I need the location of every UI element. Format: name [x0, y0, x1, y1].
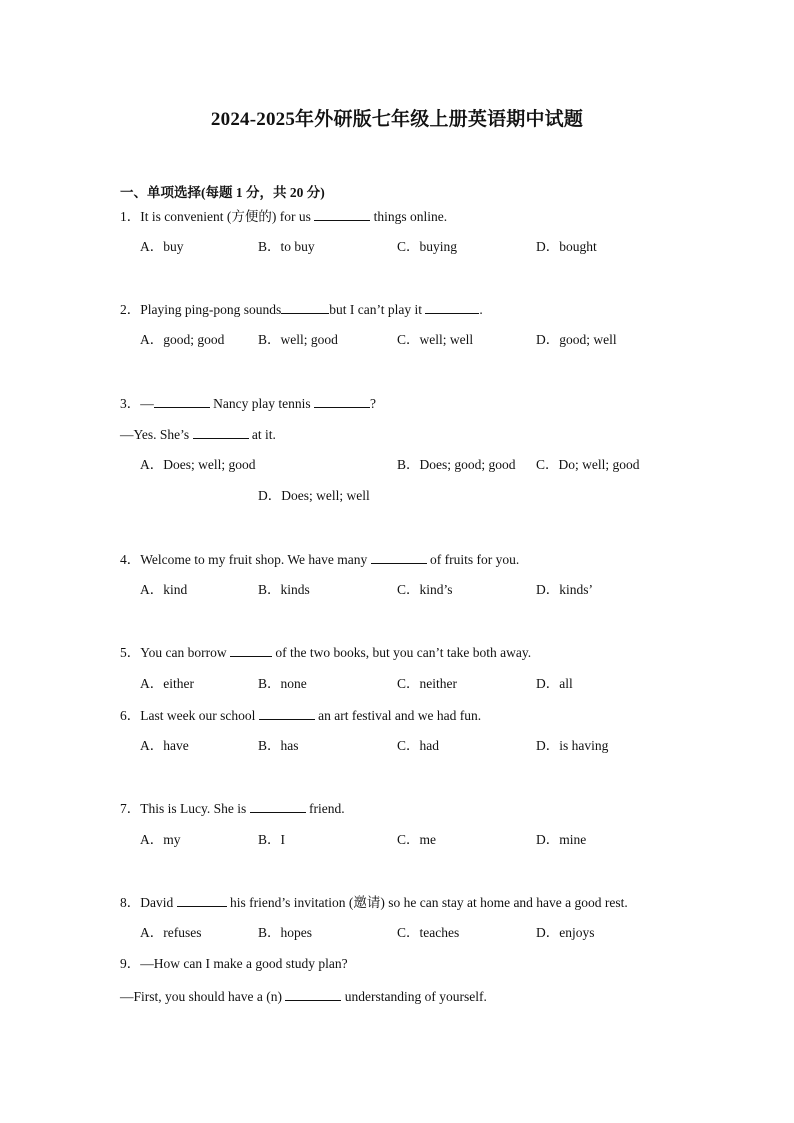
section-heading: 一、单项选择(每题 1 分，共 20 分): [120, 185, 325, 200]
question-1: [120, 208, 447, 225]
question-text: This is Lucy. She is: [140, 801, 250, 816]
question-6: [120, 707, 481, 724]
answer-blank: [259, 707, 315, 720]
answer-blank: [154, 395, 210, 408]
question-number: 7．: [120, 801, 141, 816]
option-c[interactable]: C．kind’s: [397, 582, 453, 597]
option-d[interactable]: D．bought: [536, 239, 597, 254]
answer-blank: [425, 301, 479, 314]
question-4: [120, 551, 519, 568]
option-a[interactable]: A．my: [140, 832, 181, 847]
answer-blank: [250, 800, 306, 813]
question-8: [120, 894, 628, 911]
option-c[interactable]: C．teaches: [397, 925, 460, 940]
question-number: 2．: [120, 302, 141, 317]
question-2: [120, 301, 483, 318]
option-c[interactable]: C．neither: [397, 676, 457, 691]
option-b[interactable]: B．Does; good; good: [397, 457, 516, 472]
question-7: [120, 800, 345, 817]
question-text: —Yes. She’s: [120, 427, 193, 442]
option-c[interactable]: C．had: [397, 738, 439, 753]
question-text: of the two books, but you can’t take both away.: [272, 645, 532, 660]
option-c[interactable]: C．Do; well; good: [536, 457, 640, 472]
option-d[interactable]: D．mine: [536, 832, 587, 847]
question-number: 4．: [120, 552, 141, 567]
question-text: friend.: [305, 801, 345, 816]
option-a[interactable]: A．refuses: [140, 925, 202, 940]
option-c[interactable]: C．buying: [397, 239, 458, 254]
question-text: —First, you should have a (n): [120, 989, 286, 1004]
question-9: [120, 956, 348, 972]
option-d[interactable]: D．is having: [536, 738, 609, 753]
question-text: things online.: [370, 209, 448, 224]
question-number: 1．: [120, 209, 141, 224]
answer-blank: [193, 426, 249, 439]
question-number: 5．: [120, 645, 141, 660]
answer-blank: [285, 988, 341, 1001]
option-c[interactable]: C．me: [397, 832, 436, 847]
answer-blank: [314, 395, 370, 408]
question-text: Nancy play tennis: [209, 396, 314, 411]
question-text: —How can I make a good study plan?: [140, 956, 348, 971]
question-text: It is convenient (方便的) for us: [140, 209, 315, 224]
question-text: —: [140, 396, 154, 411]
option-b[interactable]: B．to buy: [258, 239, 315, 254]
option-b[interactable]: B．well; good: [258, 332, 338, 347]
option-b[interactable]: B．kinds: [258, 582, 310, 597]
question-number: 9．: [120, 956, 141, 971]
question-text: Playing ping-pong sounds: [140, 302, 282, 317]
answer-blank: [177, 894, 227, 907]
question-text: an art festival and we had fun.: [314, 708, 482, 723]
option-a[interactable]: A．either: [140, 676, 194, 691]
question-9-reply: [120, 988, 487, 1005]
question-text: David: [140, 895, 177, 910]
option-d[interactable]: D．Does; well; well: [258, 488, 370, 503]
answer-blank: [281, 301, 329, 314]
option-b[interactable]: B．hopes: [258, 925, 312, 940]
option-a[interactable]: A．have: [140, 738, 189, 753]
question-text: .: [479, 302, 483, 317]
option-b[interactable]: B．I: [258, 832, 285, 847]
question-number: 8．: [120, 895, 141, 910]
question-number: 3．: [120, 396, 141, 411]
option-d[interactable]: D．kinds’: [536, 582, 593, 597]
option-d[interactable]: D．all: [536, 676, 573, 691]
question-3-reply: [120, 426, 276, 443]
option-b[interactable]: B．none: [258, 676, 307, 691]
answer-blank: [314, 208, 370, 221]
question-text: but I can’t play it: [329, 302, 426, 317]
question-text: You can borrow: [140, 645, 230, 660]
option-a[interactable]: A．buy: [140, 239, 184, 254]
question-text: ?: [369, 396, 376, 411]
option-c[interactable]: C．well; well: [397, 332, 474, 347]
question-text: his friend’s invitation (邀请) so he can stay at home and have a good rest.: [226, 895, 628, 910]
option-a[interactable]: A．good; good: [140, 332, 225, 347]
question-number: 6．: [120, 708, 141, 723]
page-title: 2024-2025年外研版七年级上册英语期中试题: [210, 109, 584, 130]
option-a[interactable]: A．Does; well; good: [140, 457, 256, 472]
question-text: Welcome to my fruit shop. We have many: [140, 552, 371, 567]
answer-blank: [371, 551, 427, 564]
question-3: [120, 395, 376, 412]
answer-blank: [230, 644, 272, 657]
question-text: at it.: [248, 427, 276, 442]
question-text: of fruits for you.: [426, 552, 520, 567]
option-a[interactable]: A．kind: [140, 582, 188, 597]
option-b[interactable]: B．has: [258, 738, 299, 753]
question-5: [120, 644, 531, 661]
option-d[interactable]: D．good; well: [536, 332, 617, 347]
question-text: Last week our school: [140, 708, 259, 723]
question-text: understanding of yourself.: [341, 989, 487, 1004]
option-d[interactable]: D．enjoys: [536, 925, 595, 940]
